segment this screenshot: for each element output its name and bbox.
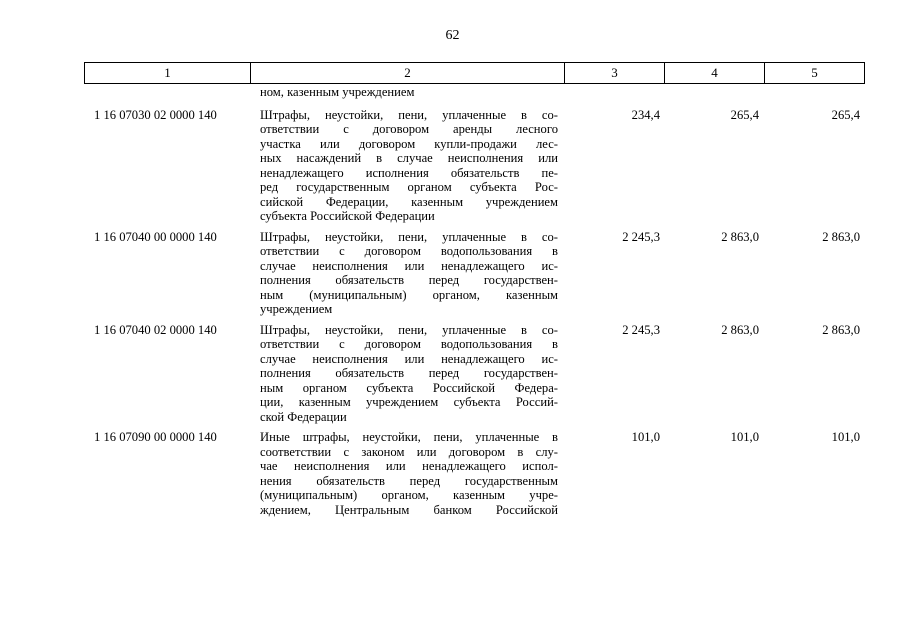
description-line: ным органом субъекта Российской Федера- bbox=[260, 380, 558, 395]
row-description bbox=[260, 108, 558, 224]
row-code: 1 16 07090 00 0000 140 bbox=[94, 430, 217, 444]
value-col-4: 265,4 bbox=[730, 107, 759, 122]
value-col-5: 2 863,0 bbox=[822, 229, 860, 244]
value-col-3: 234,4 bbox=[631, 107, 660, 122]
value-col-5: 265,4 bbox=[831, 107, 860, 122]
row-description bbox=[260, 430, 558, 517]
column-header-1: 1 bbox=[85, 63, 251, 83]
column-header-3: 3 bbox=[565, 63, 665, 83]
description-line: ждением, Центральным банком Российской bbox=[260, 502, 558, 517]
description-line: Штрафы, неустойки, пени, уплаченные в со- bbox=[260, 107, 558, 122]
description-line: полнения обязательств перед государствен- bbox=[260, 366, 558, 380]
table-row bbox=[84, 108, 865, 224]
value-col-3: 2 245,3 bbox=[622, 229, 660, 244]
value-col-4: 101,0 bbox=[730, 430, 759, 444]
description-line: ответствии с договором аренды лесного bbox=[260, 122, 558, 136]
row-code: 1 16 07040 00 0000 140 bbox=[94, 229, 217, 244]
value-col-3: 2 245,3 bbox=[622, 322, 660, 337]
description-line: ответствии с договором водопользования в bbox=[260, 244, 558, 258]
description-line: Иные штрафы, неустойки, пени, уплаченные в bbox=[260, 430, 558, 444]
description-line: ции, казенным учреждением субъекта Россий- bbox=[260, 395, 558, 409]
description-line: случае неисполнения или ненадлежащего ис- bbox=[260, 258, 558, 273]
description-line: (муниципальным) органом, казенным учре- bbox=[260, 488, 558, 502]
description-line: участка или договором купли-продажи лес- bbox=[260, 136, 558, 151]
description-line: полнения обязательств перед государствен- bbox=[260, 273, 558, 287]
table-row bbox=[84, 323, 865, 425]
row-description bbox=[260, 230, 558, 317]
value-col-3: 101,0 bbox=[631, 430, 660, 444]
description-line: учреждением bbox=[260, 302, 333, 316]
column-header-2: 2 bbox=[251, 63, 565, 83]
table-row bbox=[84, 230, 865, 317]
table-body bbox=[84, 85, 865, 517]
page-number: 62 bbox=[445, 28, 460, 43]
description-line: чае неисполнения или ненадлежащего испол- bbox=[260, 459, 558, 473]
continuation-line: ном, казенным учреждением bbox=[260, 85, 415, 99]
row-description bbox=[260, 323, 558, 425]
description-line: ред государственным органом субъекта Рос- bbox=[260, 180, 558, 194]
row-code: 1 16 07040 02 0000 140 bbox=[94, 322, 217, 337]
description-line: сийской Федерации, казенным учреждением bbox=[260, 194, 558, 209]
description-line: ным (муниципальным) органом, казенным bbox=[260, 287, 558, 302]
value-col-5: 2 863,0 bbox=[822, 322, 860, 337]
column-header-5: 5 bbox=[811, 65, 818, 80]
table-row bbox=[84, 430, 865, 517]
value-col-5: 101,0 bbox=[831, 430, 860, 444]
description-line: Штрафы, неустойки, пени, уплаченные в со- bbox=[260, 229, 558, 244]
description-line: нения обязательств перед государственным bbox=[260, 473, 558, 488]
description-line: ответствии с договором водопользования в bbox=[260, 337, 558, 351]
value-col-4: 2 863,0 bbox=[721, 322, 759, 337]
table-header bbox=[84, 62, 865, 84]
column-header-4: 4 bbox=[665, 63, 765, 83]
description-line: Штрафы, неустойки, пени, уплаченные в со- bbox=[260, 322, 558, 337]
row-code: 1 16 07030 02 0000 140 bbox=[94, 107, 217, 122]
value-col-4: 2 863,0 bbox=[721, 229, 759, 244]
description-line: ской Федерации bbox=[260, 409, 347, 424]
description-line: ных насаждений в случае неисполнения или bbox=[260, 151, 558, 165]
description-line: соответствии с законом или договором в слу- bbox=[260, 444, 558, 459]
description-line: случае неисполнения или ненадлежащего ис- bbox=[260, 351, 558, 366]
description-line: субъекта Российской Федерации bbox=[260, 209, 435, 223]
description-line: ненадлежащего исполнения обязательств пе- bbox=[260, 165, 558, 180]
